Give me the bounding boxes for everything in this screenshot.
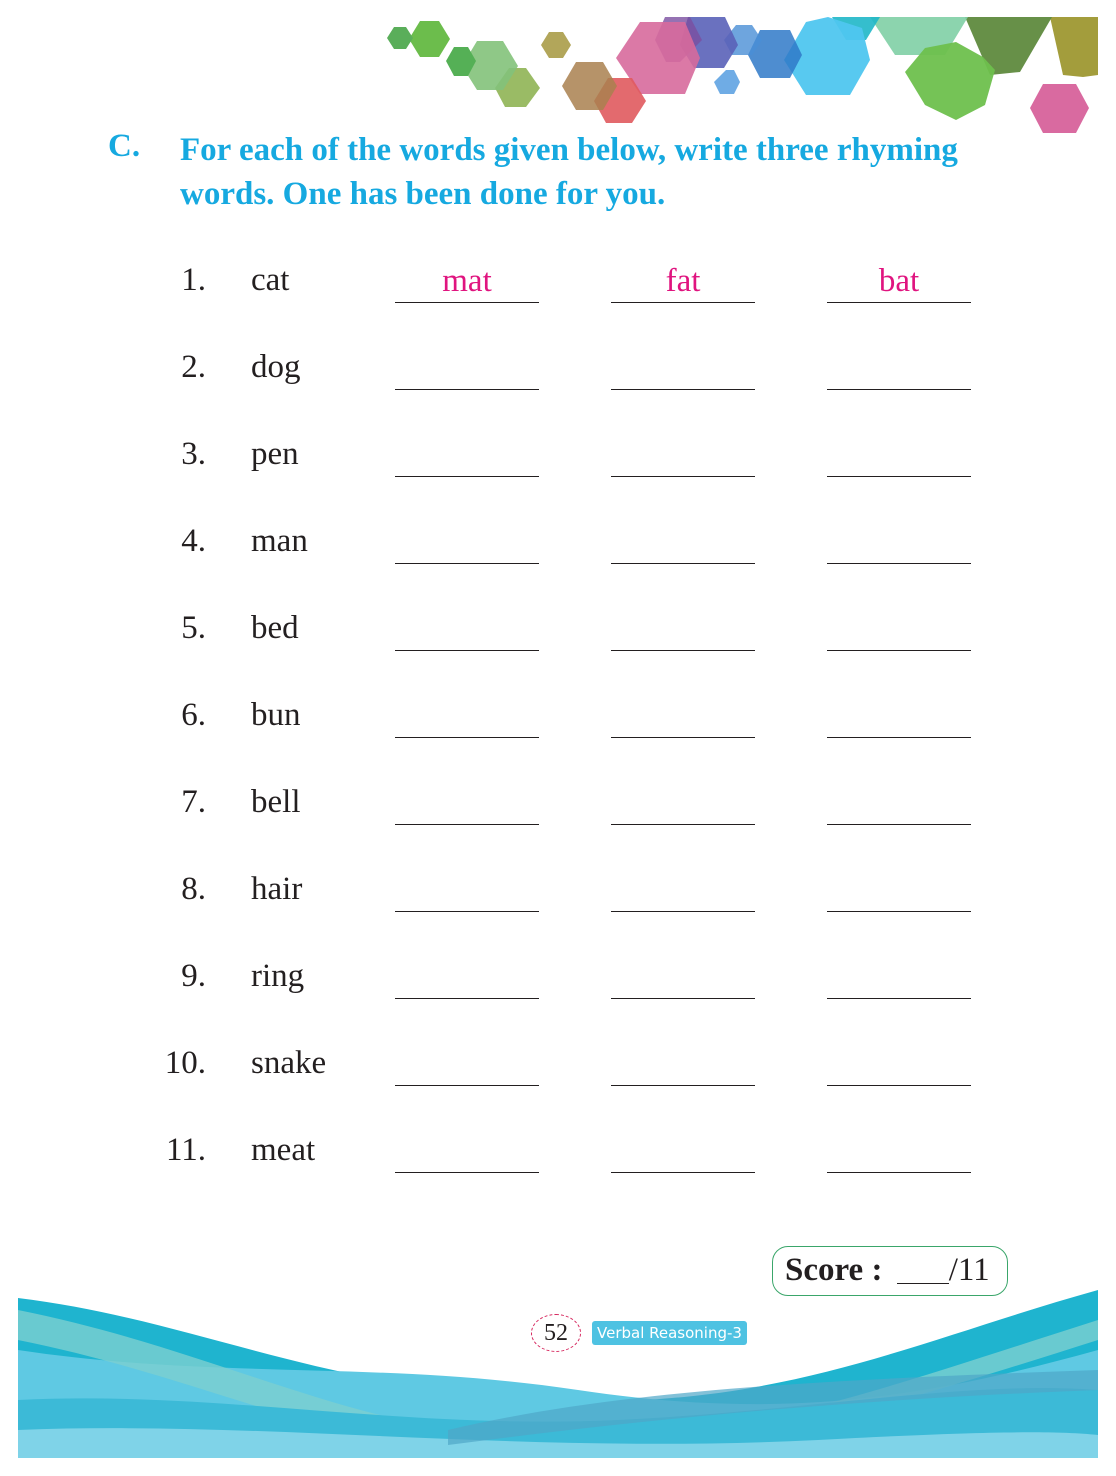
given-word: hair [251, 871, 303, 907]
item-number: 9. [181, 958, 206, 994]
answer-blank[interactable] [827, 871, 971, 912]
section-letter: C. [108, 128, 141, 164]
exercise-row [0, 610, 1116, 660]
book-title-badge: Verbal Reasoning-3 [592, 1321, 747, 1345]
answer-blank[interactable] [827, 1132, 971, 1173]
answer-blank[interactable] [827, 958, 971, 999]
given-word: bed [251, 610, 299, 646]
exercise-row [0, 436, 1116, 486]
item-number: 11. [165, 1132, 206, 1168]
given-word: man [251, 523, 308, 559]
answer-blank[interactable]: bat [827, 262, 971, 303]
item-number: 7. [181, 784, 206, 820]
answer-blank[interactable] [827, 1045, 971, 1086]
answer-blank[interactable] [611, 871, 755, 912]
item-number: 5. [181, 610, 206, 646]
exercise-row [0, 1132, 1116, 1182]
answer-blank[interactable] [395, 1045, 539, 1086]
answer-blank[interactable] [611, 958, 755, 999]
exercise-row [0, 262, 1116, 312]
given-word: cat [251, 262, 290, 298]
answer-blank[interactable] [395, 349, 539, 390]
hexagon-shapes [387, 17, 1098, 133]
given-word: snake [251, 1045, 327, 1081]
answer-blank[interactable] [611, 784, 755, 825]
given-word: ring [251, 958, 305, 994]
answer-blank[interactable] [827, 523, 971, 564]
answer-blank[interactable] [395, 871, 539, 912]
answer-blank[interactable] [827, 349, 971, 390]
answer-blank[interactable] [395, 610, 539, 651]
answer-blank[interactable] [395, 784, 539, 825]
item-number: 6. [181, 697, 206, 733]
answer-blank[interactable] [611, 697, 755, 738]
item-number: 3. [181, 436, 206, 472]
exercise-row [0, 784, 1116, 834]
page-number: 52 [531, 1314, 581, 1352]
exercise-row [0, 871, 1116, 921]
given-word: pen [251, 436, 299, 472]
answer-blank[interactable] [611, 436, 755, 477]
exercise-row [0, 349, 1116, 399]
answer-blank[interactable] [611, 610, 755, 651]
answer-blank[interactable] [395, 523, 539, 564]
given-word: meat [251, 1132, 316, 1168]
answer-blank[interactable] [827, 784, 971, 825]
answer-blank[interactable]: mat [395, 262, 539, 303]
exercise-row [0, 1045, 1116, 1095]
answer-blank[interactable] [611, 523, 755, 564]
answer-blank[interactable] [395, 697, 539, 738]
item-number: 1. [181, 262, 206, 298]
decorative-waves [18, 1280, 1098, 1458]
score-box [772, 1246, 1008, 1296]
item-number: 10. [164, 1045, 206, 1081]
answer-blank[interactable] [827, 697, 971, 738]
exercise-row [0, 697, 1116, 747]
answer-blank[interactable] [395, 436, 539, 477]
answer-blank[interactable]: fat [611, 262, 755, 303]
given-word: bell [251, 784, 301, 820]
answer-blank[interactable] [395, 958, 539, 999]
given-word: dog [251, 349, 301, 385]
answer-blank[interactable] [395, 1132, 539, 1173]
score-total: /11 [948, 1252, 990, 1288]
answer-blank[interactable] [611, 1045, 755, 1086]
answer-blank[interactable] [611, 349, 755, 390]
given-word: bun [251, 697, 301, 733]
answer-blank[interactable] [827, 436, 971, 477]
item-number: 4. [181, 523, 206, 559]
score-blank[interactable] [897, 1253, 949, 1284]
exercise-row [0, 523, 1116, 573]
item-number: 2. [181, 349, 206, 385]
instruction-text: For each of the words given below, write three rhyming words. One has been done for you. [180, 132, 958, 212]
answer-blank[interactable] [827, 610, 971, 651]
exercise-row [0, 958, 1116, 1008]
score-label: Score : [785, 1252, 883, 1288]
item-number: 8. [181, 871, 206, 907]
answer-blank[interactable] [611, 1132, 755, 1173]
